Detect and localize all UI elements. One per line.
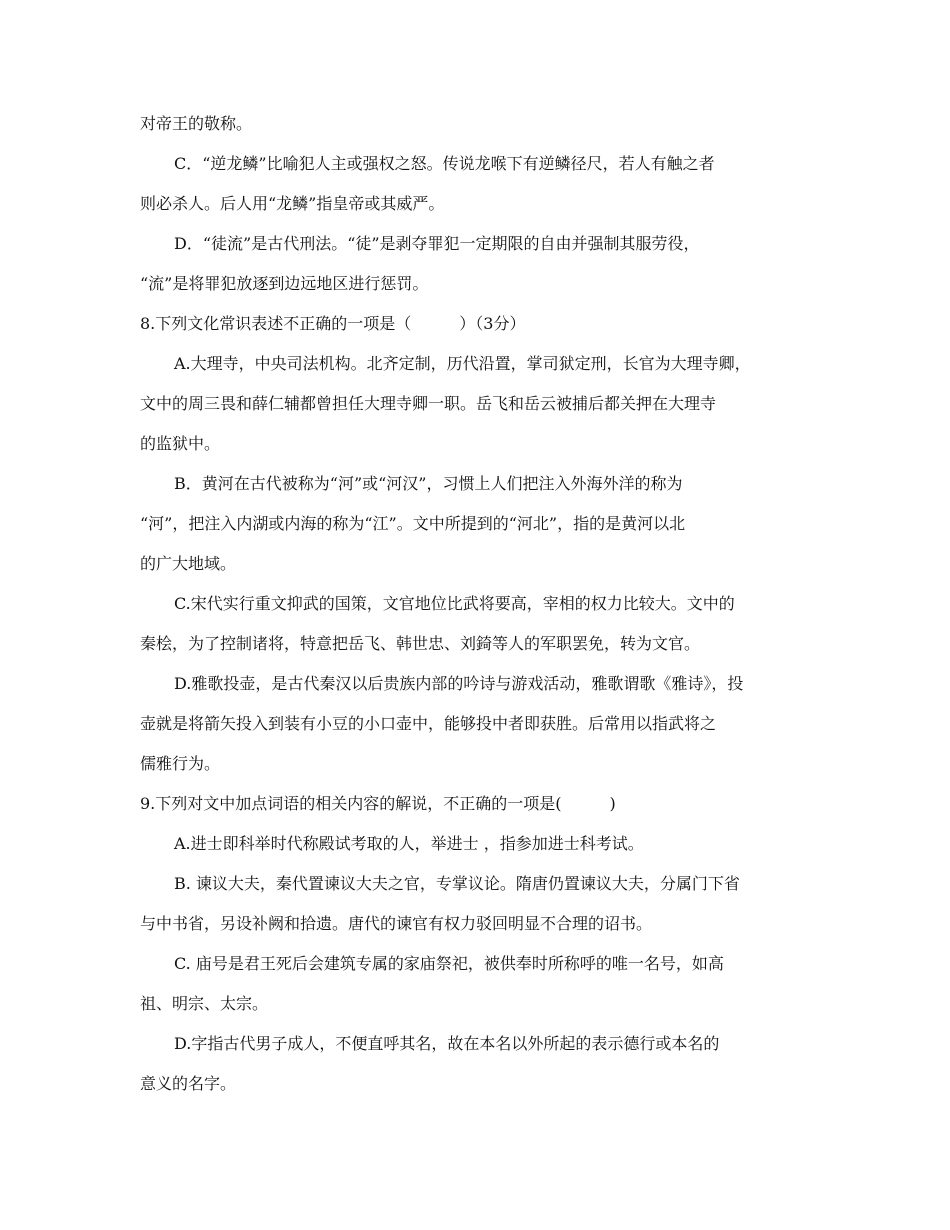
text-line: 则必杀人。后人用“龙鳞”指皇帝或其威严。	[140, 194, 445, 213]
text-line: 儒雅行为。	[140, 754, 221, 773]
option-d-line: D.雅歌投壶，是古代秦汉以后贵族内部的吟诗与游戏活动，雅歌谓歌《雅诗》，投	[174, 674, 744, 693]
option-d-line: D．“徒流”是古代刑法。“徒”是剥夺罪犯一定期限的自由并强制其服劳役，	[174, 234, 700, 253]
text-line: “流”是将罪犯放逐到边远地区进行惩罚。	[140, 274, 429, 293]
text-line: 与中书省，另设补阙和拾遗。唐代的谏官有权力驳回明显不合理的诏书。	[140, 914, 653, 933]
question-8-heading: 8.下列文化常识表述不正确的一项是（ ）（3分）	[140, 314, 526, 333]
text-line: 秦桧，为了控制诸将，特意把岳飞、韩世忠、刘錡等人的军职罢免，转为文官。	[140, 634, 701, 653]
text-line: “河”，把注入内湖或内海的称为“江”。文中所提到的“河北”，指的是黄河以北	[140, 514, 686, 533]
option-d-line: D.字指古代男子成人，不便直呼其名，故在本名以外所起的表示德行或本名的	[174, 1034, 720, 1053]
option-b-line: B. 谏议大夫，秦代置谏议大夫之官，专掌议论。隋唐仍置谏议大夫，分属门下省	[174, 874, 740, 893]
option-a-line: A.进士即科举时代称殿试考取的人，举进士 ，指参加进士科考试。	[174, 834, 644, 853]
text-line: 的监狱中。	[140, 434, 221, 453]
option-c-line: C. 庙号是君王死后会建筑专属的家庙祭祀，被供奉时所称呼的唯一名号，如高	[174, 954, 724, 973]
option-c-line: C．“逆龙鳞”比喻犯人主或强权之怒。传说龙喉下有逆鳞径尺，若人有触之者	[174, 154, 715, 173]
text-line: 壶就是将箭矢投入到装有小豆的小口壶中，能够投中者即获胜。后常用以指武将之	[140, 714, 717, 733]
text-line: 祖、明宗、太宗。	[140, 994, 269, 1013]
option-b-line: B．黄河在古代被称为“河”或“河汉”，习惯上人们把注入外海外洋的称为	[174, 474, 683, 493]
option-a-line: A.大理寺，中央司法机构。北齐定制，历代沿置，掌司狱定刑，长官为大理寺卿，	[174, 354, 751, 373]
text-line: 文中的周三畏和薛仁辅都曾担任大理寺卿一职。岳飞和岳云被捕后都关押在大理寺	[140, 394, 717, 413]
option-c-line: C.宋代实行重文抑武的国策，文官地位比武将要高，宰相的权力比较大。文中的	[174, 594, 735, 613]
question-9-heading: 9.下列对文中加点词语的相关内容的解说，不正确的一项是( )	[140, 794, 616, 813]
text-line: 意义的名字。	[140, 1074, 237, 1093]
text-line: 对帝王的敬称。	[140, 114, 253, 133]
text-line: 的广大地域。	[140, 554, 237, 573]
